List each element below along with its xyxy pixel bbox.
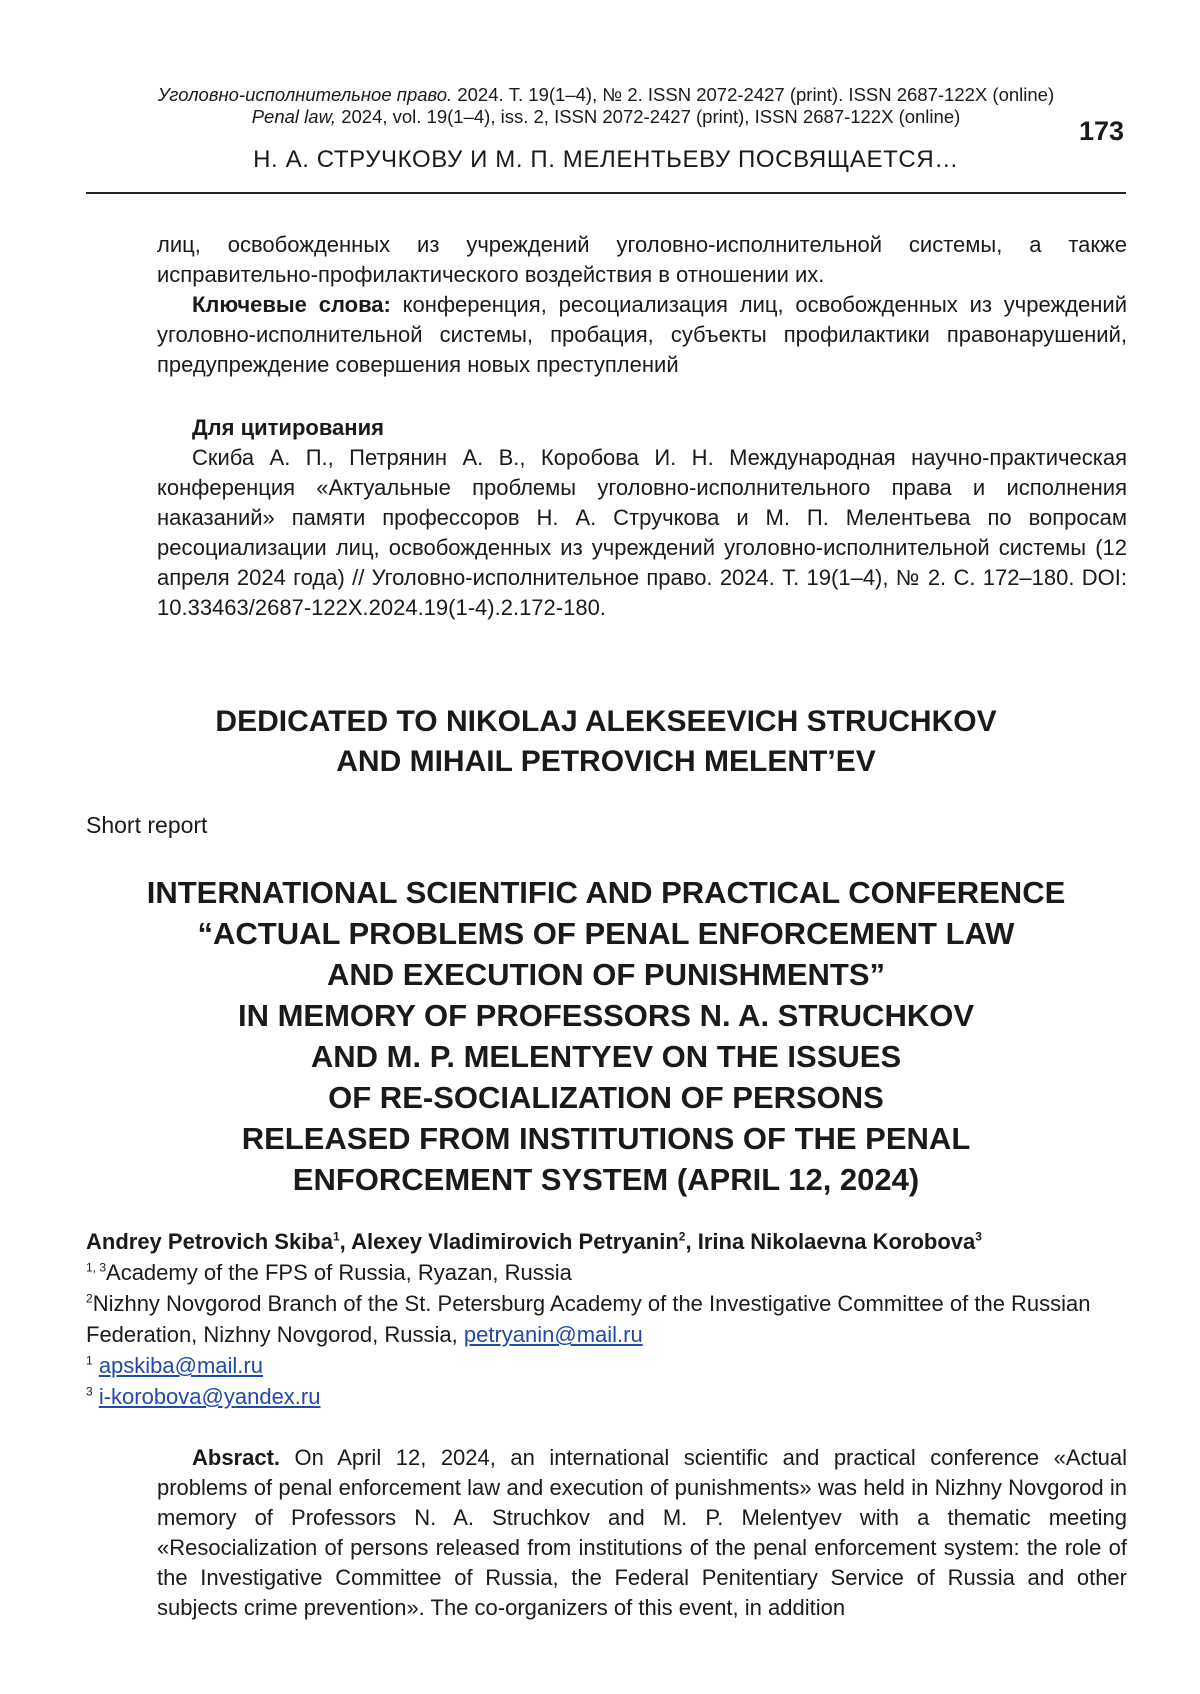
journal-name-en: Penal law, bbox=[251, 106, 337, 127]
abstract-paragraph bbox=[157, 1443, 1127, 1623]
author-separator: , bbox=[339, 1229, 352, 1254]
affiliation-1-3 bbox=[86, 1257, 1131, 1288]
author-name: Irina Nikolaevna Korobova bbox=[697, 1229, 976, 1254]
journal-header-ru bbox=[86, 84, 1126, 106]
intro-continuation: лиц, освобожденных из учреждений уголовно-исполнительной системы, а также исправительно-профилактического воздействия в отношении их. bbox=[157, 232, 1127, 287]
header-rule bbox=[86, 192, 1126, 194]
email-sup: 3 bbox=[86, 1384, 93, 1399]
affiliation-2 bbox=[86, 1288, 1131, 1350]
english-abstract bbox=[157, 1443, 1127, 1623]
journal-name-ru: Уголовно-исполнительное право. bbox=[157, 84, 453, 105]
keywords-text: конференция, ресоциализация лиц, освобожденных из учреждений уголовно-исполнительной системы, пробация, субъекты профилактики правонарушений, предупреждение совершения новых преступлений bbox=[157, 292, 1127, 377]
dedication-line-1: DEDICATED TO NIKOLAJ ALEKSEEVICH STRUCHKOV bbox=[215, 705, 997, 738]
dedication-title bbox=[86, 702, 1126, 782]
article-type: Short report bbox=[86, 812, 208, 838]
running-title: Н. А. СТРУЧКОВУ И М. П. МЕЛЕНТЬЕВУ ПОСВЯЩАЕТСЯ… bbox=[253, 146, 959, 173]
author-name: Andrey Petrovich Skiba bbox=[86, 1229, 333, 1254]
affiliation-text: Academy of the FPS of Russia, Ryazan, Russia bbox=[106, 1260, 572, 1285]
article-title bbox=[86, 872, 1126, 1200]
citation-label: Для цитирования bbox=[192, 415, 384, 440]
affiliation-sup: 1, 3 bbox=[86, 1260, 107, 1275]
title-line: “ACTUAL PROBLEMS OF PENAL ENFORCEMENT LAW bbox=[197, 916, 1015, 951]
author-sup: 3 bbox=[975, 1229, 982, 1244]
email-link-korobova[interactable]: i-korobova@yandex.ru bbox=[98, 1384, 321, 1409]
citation-block bbox=[157, 413, 1127, 623]
title-line: INTERNATIONAL SCIENTIFIC AND PRACTICAL CONFERENCE bbox=[146, 875, 1066, 910]
page-number: 173 bbox=[1078, 116, 1124, 146]
authors-block bbox=[86, 1226, 1131, 1412]
abstract-text: On April 12, 2024, an international scientific and practical conference «Actual problems of penal enforcement law and execution of punishments» was held in Nizhny Novgorod in memory of Professors N. A. Struchkov and M. P. Melentyev with a thematic meeting «Resocialization of persons released from institutions of the penal enforcement system: the role of the Investigative Committee of Russia, the Federal Penitentiary Service of Russia and other subjects crime prevention». The co-organizers of this event, in addition bbox=[157, 1445, 1127, 1620]
author-sup: 2 bbox=[678, 1229, 686, 1244]
journal-issue-en: 2024, vol. 19(1–4), iss. 2, ISSN 2072-2427 (print), ISSN 2687-122X (online) bbox=[336, 106, 961, 127]
author-sup: 1 bbox=[332, 1229, 340, 1244]
title-line: IN MEMORY OF PROFESSORS N. A. STRUCHKOV bbox=[237, 998, 975, 1033]
journal-header-en bbox=[86, 106, 1126, 128]
author-name: Alexey Vladimirovich Petryanin bbox=[351, 1229, 679, 1254]
title-line: RELEASED FROM INSTITUTIONS OF THE PENAL bbox=[241, 1121, 971, 1156]
title-line: OF RE-SOCIALIZATION OF PERSONS bbox=[328, 1080, 884, 1115]
author-list bbox=[86, 1226, 1131, 1257]
abstract-label: Absract. bbox=[192, 1445, 281, 1470]
keywords-label: Ключевые слова: bbox=[192, 292, 391, 317]
title-line: ENFORCEMENT SYSTEM (APRIL 12, 2024) bbox=[292, 1162, 920, 1197]
email-line-3 bbox=[86, 1381, 1131, 1412]
author-separator: , bbox=[685, 1229, 698, 1254]
russian-abstract-end bbox=[157, 230, 1127, 380]
affiliation-text: Nizhny Novgorod Branch of the St. Petersburg Academy of the Investigative Committee of the Russian Federation, Nizhny Novgorod, Russia, bbox=[86, 1291, 1091, 1347]
title-line: AND EXECUTION OF PUNISHMENTS” bbox=[326, 957, 886, 992]
email-link-petryanin[interactable]: petryanin@mail.ru bbox=[463, 1322, 643, 1347]
email-line-1 bbox=[86, 1350, 1131, 1381]
dedication-line-2: AND MIHAIL PETROVICH MELENT’EV bbox=[336, 745, 876, 778]
email-link-skiba[interactable]: apskiba@mail.ru bbox=[98, 1353, 263, 1378]
citation-text: Скиба А. П., Петрянин А. В., Коробова И. Н. Международная научно-практическая конференция «Актуальные проблемы уголовно-исполнительного права и исполнения наказаний» памяти профессоров Н. А. Стручкова и М. П. Мелентьева по вопросам ресоциализации лиц, освобожденных из учреждений уголовно-исполнительной системы (12 апреля 2024 года) // Уголовно-исполнительное право. 2024. Т. 19(1–4), № 2. С. 172–180. DOI: 10.33463/2687-122X.2024.19(1-4).2.172-180. bbox=[157, 445, 1127, 620]
journal-issue-ru: 2024. Т. 19(1–4), № 2. ISSN 2072-2427 (print). ISSN 2687-122X (online) bbox=[452, 84, 1055, 105]
affiliation-sup: 2 bbox=[86, 1291, 93, 1306]
keywords-paragraph bbox=[157, 290, 1127, 380]
email-sup: 1 bbox=[86, 1353, 93, 1368]
title-line: AND M. P. MELENTYEV ON THE ISSUES bbox=[310, 1039, 902, 1074]
